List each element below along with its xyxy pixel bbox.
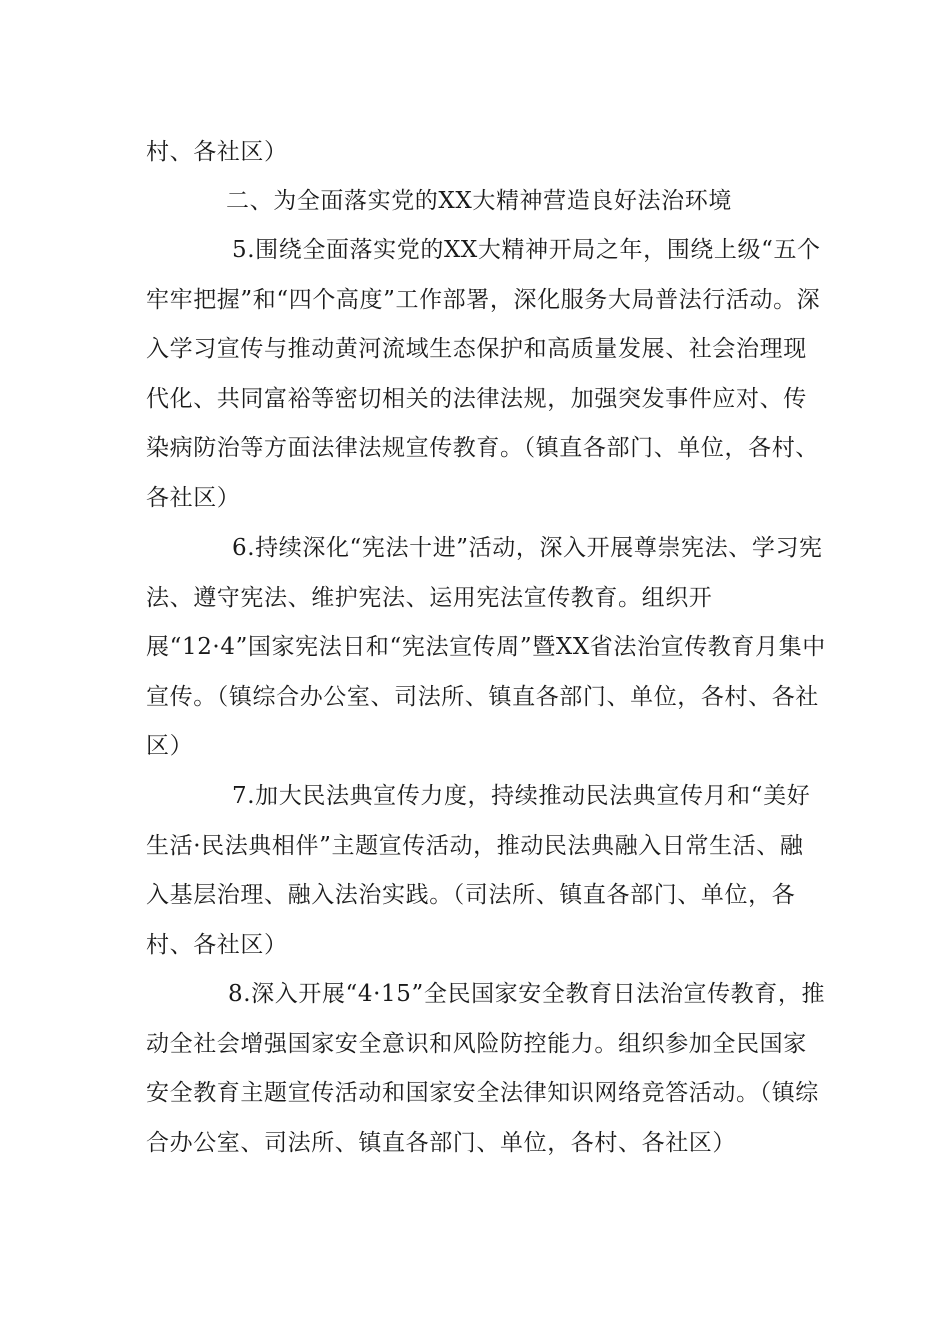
section-heading: 二、为全面落实党的XX大精神营造良好法治环境 — [226, 188, 732, 214]
paragraph-item-5: 5.围绕全面落实党的XX大精神开局之年，围绕上级“五个牢牢把握”和“四个高度”工作部署，深化服务大局普法行活动。深入学习宣传与推动黄河流域生态保护和高质量发展、社会治理现代化、共同富裕等密切相关的法律法规，加强突发事件应对、传染病防治等方面法律法规宣传教育。（镇直各部门、单位，各村、各社区） — [146, 237, 821, 511]
paragraph-item-8: 8.深入开展“4·15”全民国家安全教育日法治宣传教育，推动全社会增强国家安全意识和风险防控能力。组织参加全民国家安全教育主题宣传活动和国家安全法律知识网络竞答活动。（镇综合办公室、司法所、镇直各部门、单位，各村、各社区） — [146, 981, 826, 1156]
continuation-text: 村、各社区） — [146, 139, 288, 165]
paragraph-item-6: 6.持续深化“宪法十进”活动，深入开展尊崇宪法、学习宪法、遵守宪法、维护宪法、运用宪法宣传教育。组织开展“12·4”国家宪法日和“宪法宣传周”暨XX省法治宣传教育月集中宣传。（镇综合办公室、司法所、镇直各部门、单位，各村、各社区） — [146, 535, 826, 760]
paragraph-item-7: 7.加大民法典宣传力度，持续推动民法典宣传月和“美好生活·民法典相伴”主题宣传活动，推动民法典融入日常生活、融入基层治理、融入法治实践。（司法所、镇直各部门、单位，各村、各社区） — [146, 783, 811, 958]
